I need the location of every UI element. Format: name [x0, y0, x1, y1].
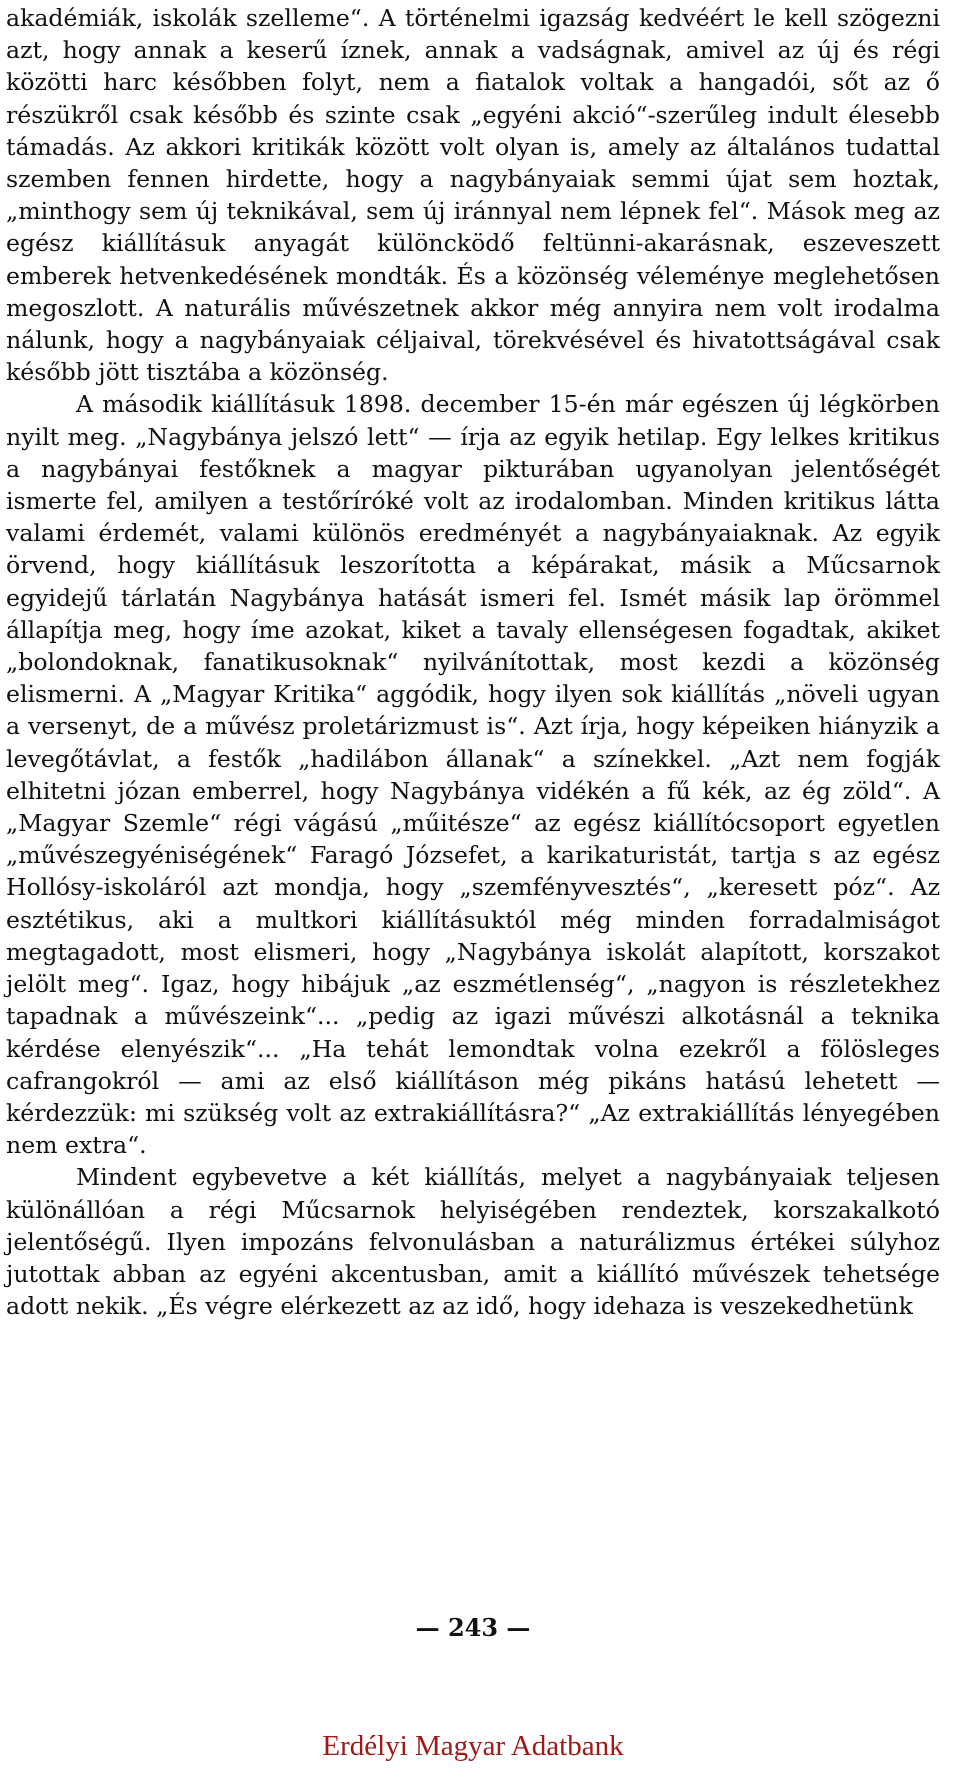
paragraph-3: Mindent egybevetve a két kiállítás, melyet a nagybányaiak teljesen különállóan a régi Műcsarnok helyiségében rendeztek, korszakalkotó jelentőségű. Ilyen impozáns felvonulásban a naturálizmus értékei súlyhoz jutottak abban az egyéni akcentusban, amit a kiállító művészek tehetsége adott nekik. „És végre elérkezett az az idő, hogy idehaza is veszekedhetünk	[6, 1163, 940, 1321]
body-text	[6, 2, 940, 1322]
footer-watermark: Erdélyi Magyar Adatbank	[322, 1730, 624, 1762]
page-number: — 243 —	[415, 1613, 531, 1642]
paragraph-2: A második kiállításuk 1898. december 15-én már egészen új légkörben nyilt meg. „Nagybánya jelszó lett“ — írja az egyik hetilap. Egy lelkes kritikus a nagybányai festőknek a magyar pikturában ugyanolyan jelentőségét ismerte fel, amilyen a testőríróké volt az irodalomban. Minden kritikus látta valami érdemét, valami különös eredményét a nagybányaiaknak. Az egyik örvend, hogy kiállításuk leszorította a képárakat, másik a Műcsarnok egyidejű tárlatán Nagybánya hatását ismeri fel. Ismét másik lap örömmel állapítja meg, hogy íme azokat, kiket a tavaly ellenségesen fogadtak, akiket „bolondoknak, fanatikusoknak“ nyilvánítottak, most kezdi a közönség elismerni. A „Magyar Kritika“ aggódik, hogy ilyen sok kiállítás „növeli ugyan a versenyt, de a művész proletárizmust is“. Azt írja, hogy képeiken hiányzik a levegőtávlat, a festők „hadilábon állanak“ a színekkel. „Azt nem fogják elhitetni józan emberrel, hogy Nagybánya vidékén a fű kék, az ég zöld“. A „Magyar Szemle“ régi vágású „műitésze“ az egész kiállítócsoport egyetlen „művészegyéniségének“ Faragó Józsefet, a karikaturistát, tartja s az egész Hollósy-iskoláról azt mondja, hogy „szemfényvesztés“, „keresett póz“. Az esztétikus, aki a multkori kiállításuktól még minden forradalmiságot megtagadott, most elismeri, hogy „Nagybánya iskolát alapított, korszakot jelölt meg“. Igaz, hogy hibájuk „az eszmétlenség“, „nagyon is részletekhez tapadnak a művészeink“... „pedig az igazi művészi alkotásnál a teknika kérdése elenyészik“... „Ha tehát lemondtak volna ezekről a fölösleges cafrangokról — ami az első kiállításon még pikáns hatású lehetett — kérdezzük: mi szükség volt az extrakiállításra?“ „Az extrakiállítás lényegében nem extra“.	[6, 390, 940, 1160]
document-page	[6, 0, 940, 1779]
paragraph-1: akadémiák, iskolák szelleme“. A történelmi igazság kedvéért le kell szögezni azt, hogy annak a keserű íznek, annak a vadságnak, amivel az új és régi közötti harc későbben folyt, nem a fiatalok voltak a hangadói, sőt az ő részükről csak később és szinte csak „egyéni akció“-szerűleg indult élesebb támadás. Az akkori kritikák között volt olyan is, amely az általános tudattal szemben fennen hirdette, hogy a nagybányaiak semmi újat sem hoztak, „minthogy sem új teknikával, sem új iránnyal nem lépnek fel“. Mások meg az egész kiállításuk anyagát különcködő feltünni-akarásnak, eszeveszett emberek hetvenkedésének mondták. És a közönség véleménye meglehetősen megoszlott. A naturális művészetnek akkor még annyira nem volt irodalma nálunk, hogy a nagybányaiak céljaival, törekvésével és hivatottságával csak később jött tisztába a közönség.	[6, 4, 940, 387]
